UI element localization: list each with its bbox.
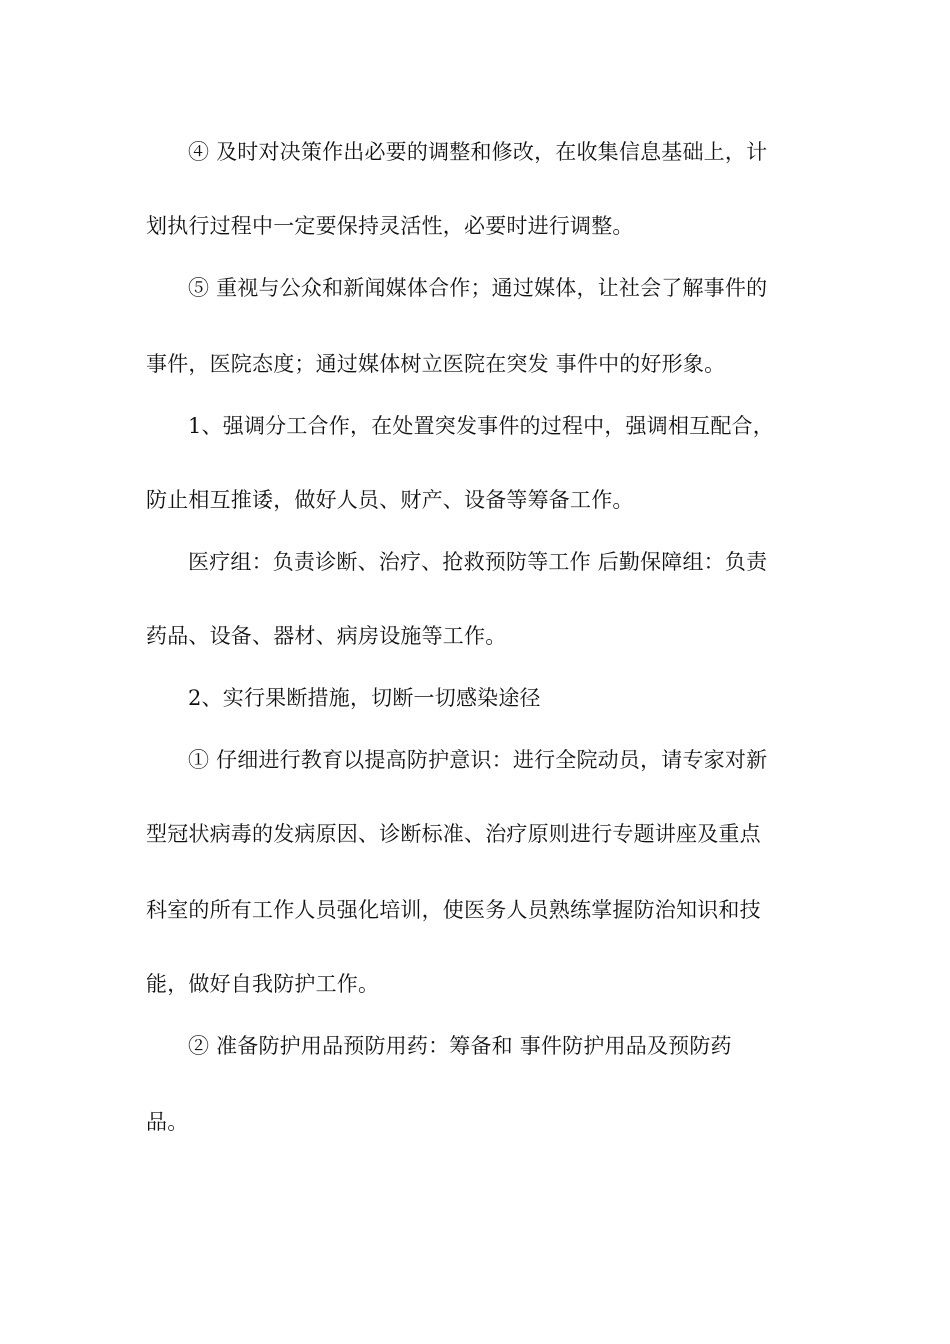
- section-1-line-2: 防止相互推诿，做好人员、财产、设备等筹备工作。: [146, 488, 634, 512]
- item-1-line-3: 科室的所有工作人员强化培训，使医务人员熟练掌握防治知识和技: [146, 898, 761, 922]
- paragraph-4-line-1: ④ 及时对决策作出必要的调整和修改，在收集信息基础上，计: [188, 140, 768, 164]
- paragraph-5-line-1: ⑤ 重视与公众和新闻媒体合作；通过媒体，让社会了解事件的: [188, 276, 768, 300]
- item-2-line-1: ② 准备防护用品预防用药：筹备和 事件防护用品及预防药: [188, 1034, 732, 1058]
- item-1-line-1: ① 仔细进行教育以提高防护意识：进行全院动员，请专家对新: [188, 748, 768, 772]
- groups-line-2: 药品、设备、器材、病房设施等工作。: [146, 624, 507, 648]
- section-1-line-1: 1、强调分工合作，在处置突发事件的过程中，强调相互配合，: [188, 414, 774, 438]
- item-1-line-4: 能，做好自我防护工作。: [146, 972, 380, 996]
- groups-line-1: 医疗组：负责诊断、治疗、抢救预防等工作 后勤保障组：负责: [188, 550, 768, 574]
- paragraph-4-line-2: 划执行过程中一定要保持灵活性，必要时进行调整。: [146, 214, 634, 238]
- item-1-line-2: 型冠状病毒的发病原因、诊断标准、治疗原则进行专题讲座及重点: [146, 822, 761, 846]
- paragraph-5-line-2: 事件，医院态度；通过媒体树立医院在突发 事件中的好形象。: [146, 352, 726, 376]
- section-2-heading: 2、实行果断措施，切断一切感染途径: [188, 686, 541, 710]
- item-2-line-2: 品。: [146, 1110, 189, 1134]
